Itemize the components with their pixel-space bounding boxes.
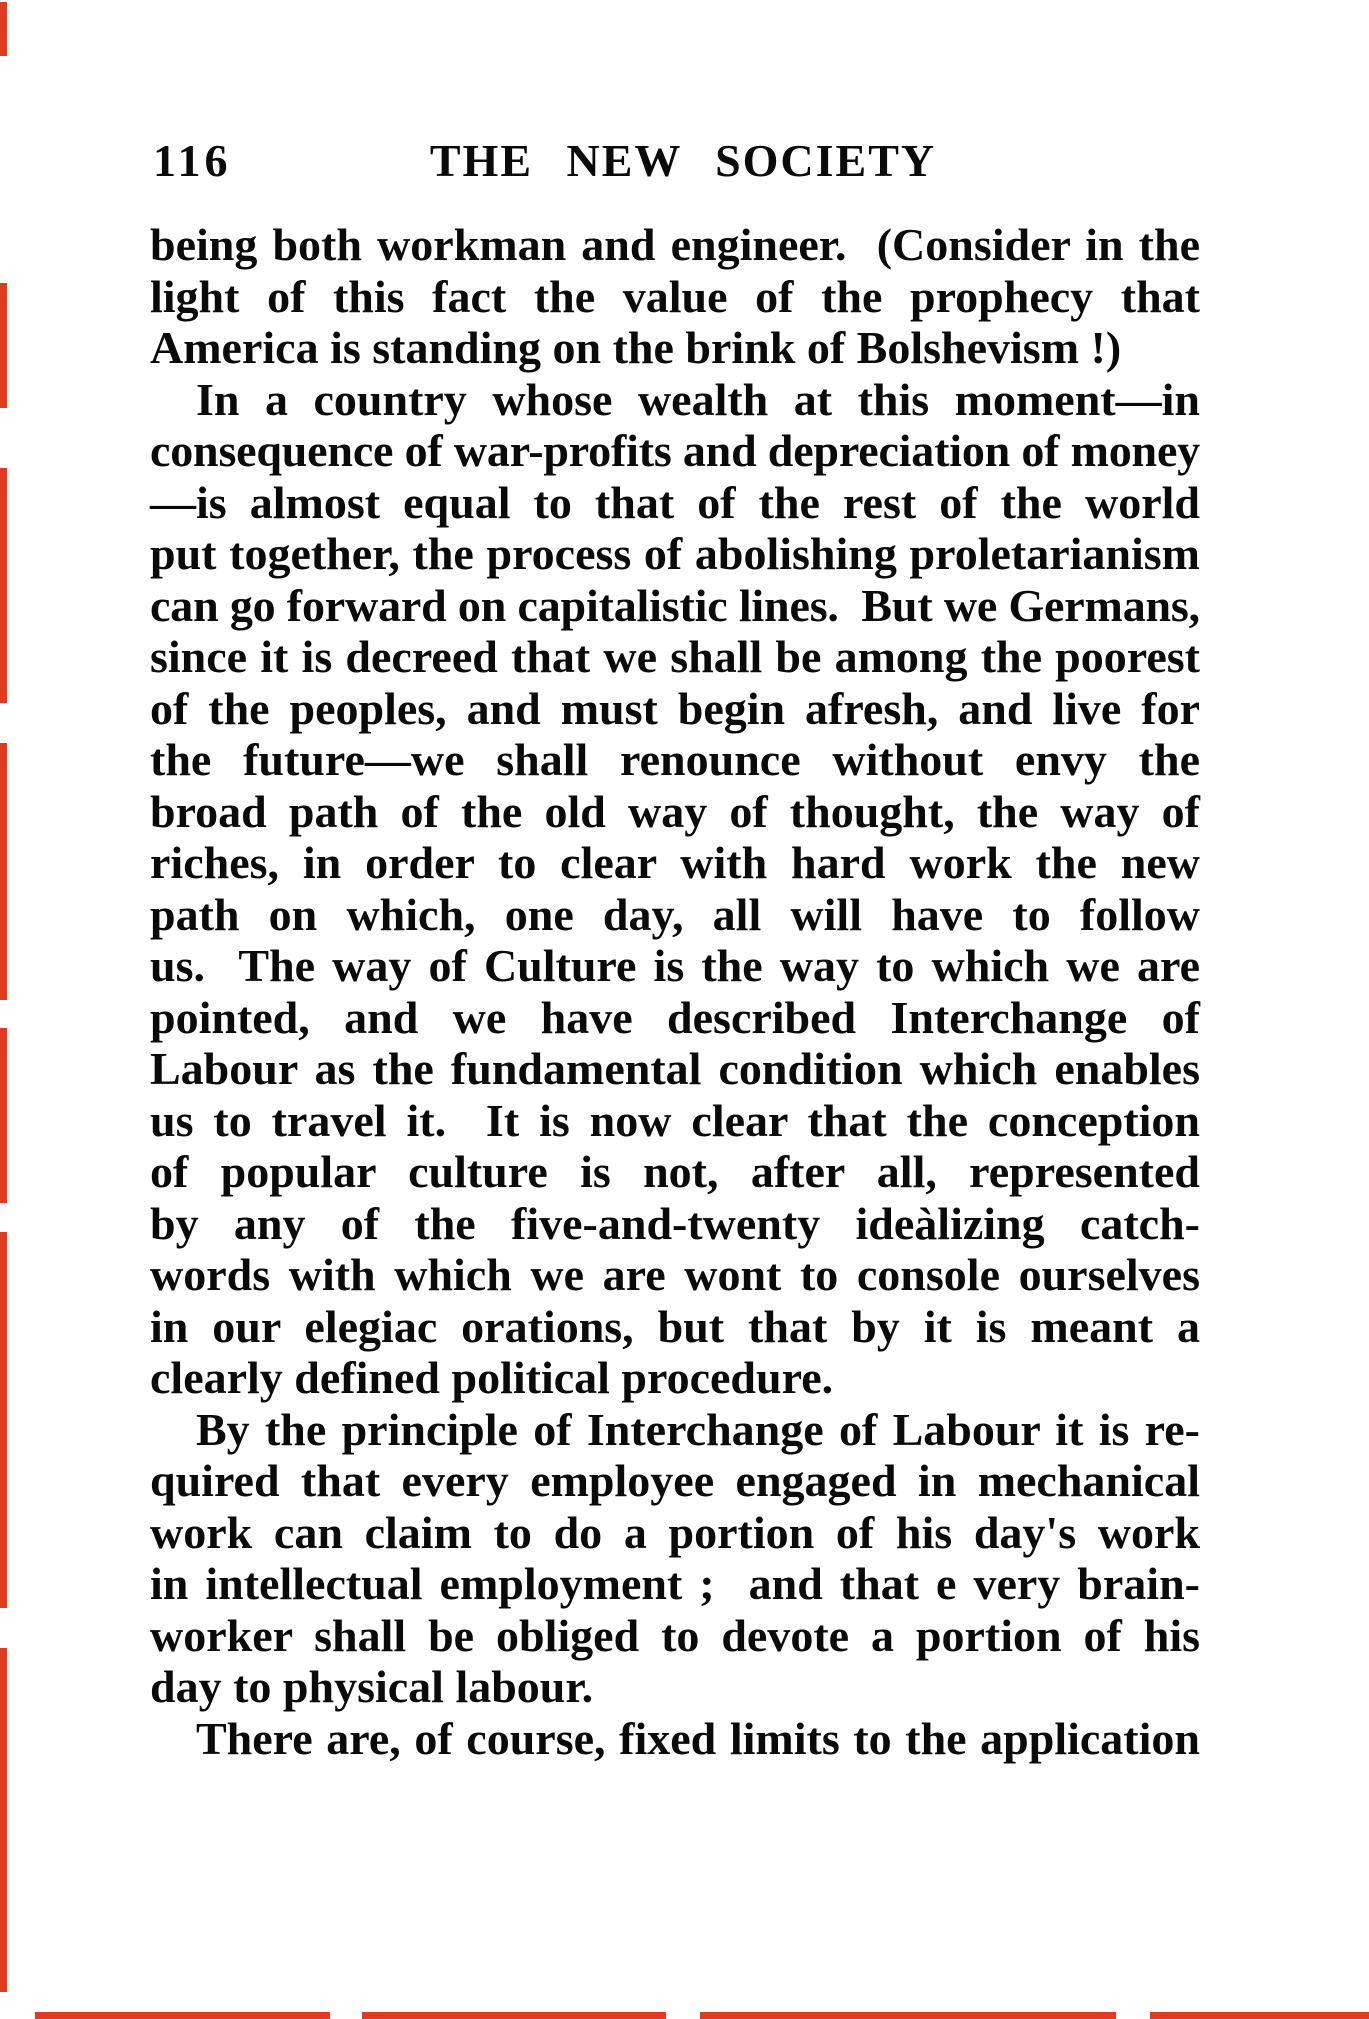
text-line [150, 1661, 1200, 1713]
left-edge-scan-mark [0, 468, 7, 703]
text-line-content: in intellectual employment ; and that e very brain- [150, 1558, 1200, 1609]
text-line [150, 1198, 1200, 1250]
text-line-content: of the peoples, and must begin afresh, and live for [150, 682, 1200, 734]
text-line-content: in our elegiac orations, but that by it is meant a [150, 1300, 1200, 1352]
text-line-content: worker shall be obliged to devote a portion of his [150, 1609, 1200, 1661]
text-line [150, 1352, 1200, 1404]
text-line [150, 1301, 1200, 1353]
left-edge-scan-mark [0, 1648, 7, 1992]
text-line-content: By the principle of Interchange of Labour it is re- [196, 1403, 1200, 1455]
text-line [150, 1095, 1200, 1147]
text-line [150, 425, 1200, 477]
text-line-content: There are, of course, fixed limits to the application [196, 1712, 1200, 1764]
text-line [150, 271, 1200, 323]
text-line-content: riches, in order to clear with hard work the new [150, 837, 1200, 888]
text-line [150, 734, 1200, 786]
text-line [150, 837, 1200, 889]
text-line [150, 1507, 1200, 1559]
text-line [150, 631, 1200, 683]
text-line-content: America is standing on the brink of Bolshevism !) [150, 322, 1122, 373]
text-line-content: clearly defined political procedure. [150, 1352, 834, 1403]
text-line [150, 580, 1200, 632]
text-line-content: can go forward on capitalistic lines. But we Germans, [150, 579, 1200, 631]
text-line-content: pointed, and we have described Interchange of [150, 991, 1200, 1043]
text-line-content: the future—we shall renounce without envy the [150, 734, 1200, 785]
left-edge-scan-mark [0, 1028, 7, 1203]
text-line [150, 683, 1200, 735]
text-line-content: quired that every employee engaged in mechanical [150, 1455, 1200, 1506]
text-line [150, 477, 1200, 529]
text-line [150, 889, 1200, 941]
page-number: 116 [153, 135, 232, 186]
text-line-content: of popular culture is not, after all, represented [150, 1146, 1200, 1197]
text-line-content: Labour as the fundamental condition which enables [150, 1043, 1200, 1094]
text-line [150, 528, 1200, 580]
text-line [150, 1455, 1200, 1507]
text-line-content: us to travel it. It is now clear that the conception [150, 1094, 1200, 1146]
text-line-content: day to physical labour. [150, 1661, 594, 1712]
text-line [150, 1558, 1200, 1610]
page-header [150, 135, 1200, 187]
text-line-content: In a country whose wealth at this moment—in [196, 373, 1200, 425]
text-line [150, 992, 1200, 1044]
text-line-content: —is almost equal to that of the rest of the world [150, 476, 1200, 528]
text-line-content: being both workman and engineer. (Consider in the [150, 219, 1200, 270]
text-line-content: work can claim to do a portion of his day's work [150, 1506, 1200, 1558]
text-line-content: us. The way of Culture is the way to which we are [150, 940, 1200, 991]
text-line [150, 1249, 1200, 1301]
text-line-content: light of this fact the value of the prophecy that [150, 270, 1200, 322]
left-edge-scan-mark [0, 1232, 7, 1608]
text-line-content: words with which we are wont to console ourselves [150, 1249, 1200, 1300]
text-line-content: broad path of the old way of thought, the way of [150, 785, 1200, 837]
text-line [150, 1146, 1200, 1198]
bottom-edge-scan-mark [700, 2012, 1116, 2019]
body-text [150, 219, 1200, 1764]
running-title: THE NEW SOCIETY [429, 135, 937, 186]
text-line [150, 1610, 1200, 1662]
left-edge-scan-mark [0, 283, 7, 408]
text-line [150, 219, 1200, 271]
text-line-content: consequence of war-profits and depreciation of money [150, 425, 1200, 476]
text-line [150, 1043, 1200, 1095]
bottom-edge-scan-mark [35, 2012, 330, 2019]
text-line [150, 374, 1200, 426]
text-line-content: by any of the five-and-twenty ideàlizing catch- [150, 1197, 1200, 1249]
text-line-content: path on which, one day, all will have to follow [150, 888, 1200, 940]
text-line-content: since it is decreed that we shall be among the poorest [150, 631, 1200, 682]
left-edge-scan-mark [0, 2, 7, 56]
left-edge-scan-mark [0, 743, 7, 1000]
text-line [150, 322, 1200, 374]
text-line [150, 940, 1200, 992]
text-line [150, 1713, 1200, 1765]
bottom-edge-scan-mark [362, 2012, 666, 2019]
bottom-edge-scan-mark [1150, 2012, 1369, 2019]
text-line [150, 1404, 1200, 1456]
text-line [150, 786, 1200, 838]
text-line-content: put together, the process of abolishing proletarianism [150, 528, 1200, 579]
